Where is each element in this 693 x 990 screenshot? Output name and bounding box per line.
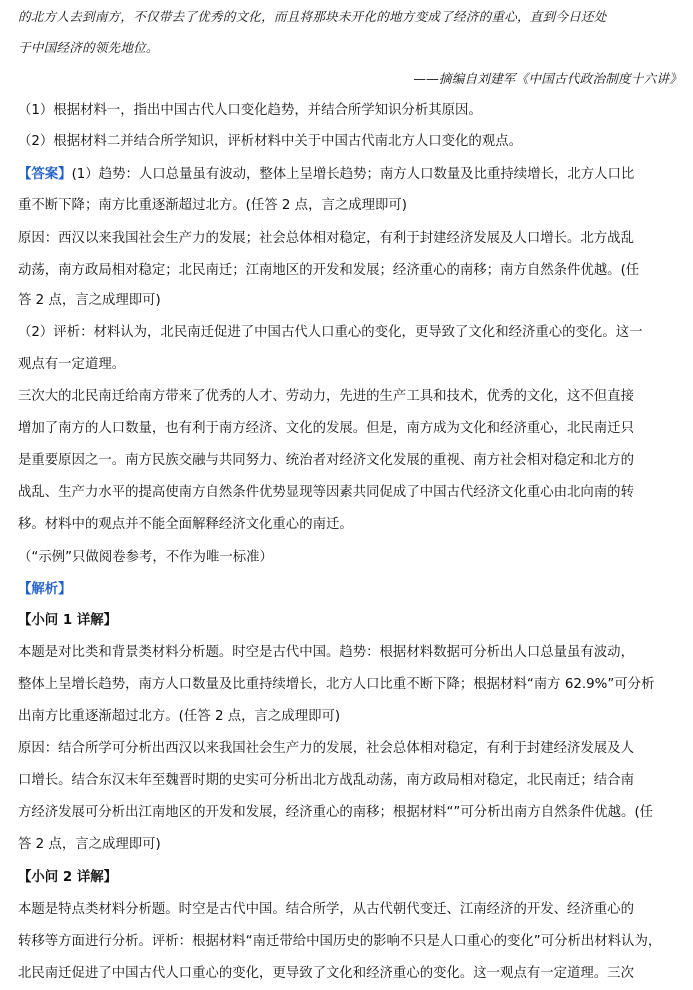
analysis-line: 出南方比重逐渐超过北方。(任答 2 点，言之成理即可): [18, 709, 341, 724]
answer-line: 动荡，南方政局相对稳定；北民南迁；江南地区的开发和发展；经济重心的南移；南方自然条件优越。(任: [18, 263, 640, 278]
material-text-line: 于中国经济的领先地位。: [18, 40, 159, 55]
answer-note: （“示例”只做阅卷参考，不作为唯一标准）: [18, 550, 273, 565]
answer-line: 观点有一定道理。: [18, 357, 126, 372]
answer-line: 战乱、生产力水平的提高使南方自然条件优势显现等因素共同促成了中国古代经济文化重心由北向南的转: [18, 485, 634, 500]
question-1: （1）根据材料一，指出中国古代人口变化趋势，并结合所学知识分析其原因。: [18, 103, 482, 118]
answer-line: 原因：西汉以来我国社会生产力的发展；社会总体相对稳定，有利于封建经济发展及人口增长。北方战乱: [18, 231, 634, 246]
answer-tag: 【答案】: [18, 167, 72, 182]
answer-text: (1）趋势：人口总量虽有波动，整体上呈增长趋势；南方人口数量及比重持续增长，北方人口比: [71, 167, 635, 182]
subquestion-1-title: 【小问 1 详解】: [18, 613, 117, 628]
answer-line: 三次大的北民南迁给南方带来了优秀的人才、劳动力，先进的生产工具和技术，优秀的文化，这不但直接: [18, 389, 634, 404]
analysis-line: 原因：结合所学可分析出西汉以来我国社会生产力的发展，社会总体相对稳定，有利于封建经济发展及人: [18, 741, 634, 756]
answer-line: 答 2 点，言之成理即可): [18, 293, 161, 308]
analysis-tag: 【解析】: [18, 582, 72, 597]
analysis-line: 本题是特点类材料分析题。时空是古代中国。结合所学，从古代朝代变迁、江南经济的开发、经济重心的: [18, 902, 634, 917]
analysis-line: 整体上呈增长趋势，南方人口数量及比重持续增长，北方人口比重不断下降；根据材料“南方 62.9%”可分析: [18, 677, 655, 692]
analysis-line: 方经济发展可分析出江南地区的开发和发展，经济重心的南移；根据材料“”可分析出南方自然条件优越。(任: [18, 805, 654, 820]
material-text-line: 的北方人去到南方，不仅带去了优秀的文化，而且将那块未开化的地方变成了经济的重心，直到今日还处: [18, 9, 607, 24]
analysis-line: 口增长。结合东汉末年至魏晋时期的史实可分析出北方战乱动荡，南方政局相对稳定，北民南迁；结合南: [18, 773, 634, 788]
analysis-line: 答 2 点，言之成理即可): [18, 837, 161, 852]
question-2: （2）根据材料二并结合所学知识，评析材料中关于中国古代南北方人口变化的观点。: [18, 134, 522, 149]
answer-line: 是重要原因之一。南方民族交融与共同努力、统治者对经济文化发展的重视、南方社会相对稳定和北方的: [18, 453, 634, 468]
analysis-line: 本题是对比类和背景类材料分析题。时空是古代中国。趋势：根据材料数据可分析出人口总量虽有波动，: [18, 645, 634, 660]
answer-line: 移。材料中的观点并不能全面解释经济文化重心的南迁。: [18, 517, 353, 532]
answer-line: 重不断下降；南方比重逐渐超过北方。(任答 2 点，言之成理即可): [18, 198, 408, 213]
answer-line: [18, 160, 683, 190]
material-source: ——摘编自刘建军《中国古代政治制度十六讲》: [413, 71, 682, 86]
answer-line: 增加了南方的人口数量，也有利于南方经济、文化的发展。但是，南方成为文化和经济重心，北民南迁只: [18, 421, 634, 436]
analysis-line: 北民南迁促进了中国古代人口重心的变化，更导致了文化和经济重心的变化。这一观点有一定道理。三次: [18, 966, 634, 981]
subquestion-2-title: 【小问 2 详解】: [18, 870, 117, 885]
answer-line: （2）评析：材料认为，北民南迁促进了中国古代人口重心的变化，更导致了文化和经济重心的变化。这一: [18, 325, 643, 340]
analysis-line: 转移等方面进行分析。评析：根据材料“南迁带给中国历史的影响不只是人口重心的变化”可分析出材料认为，: [18, 934, 662, 949]
